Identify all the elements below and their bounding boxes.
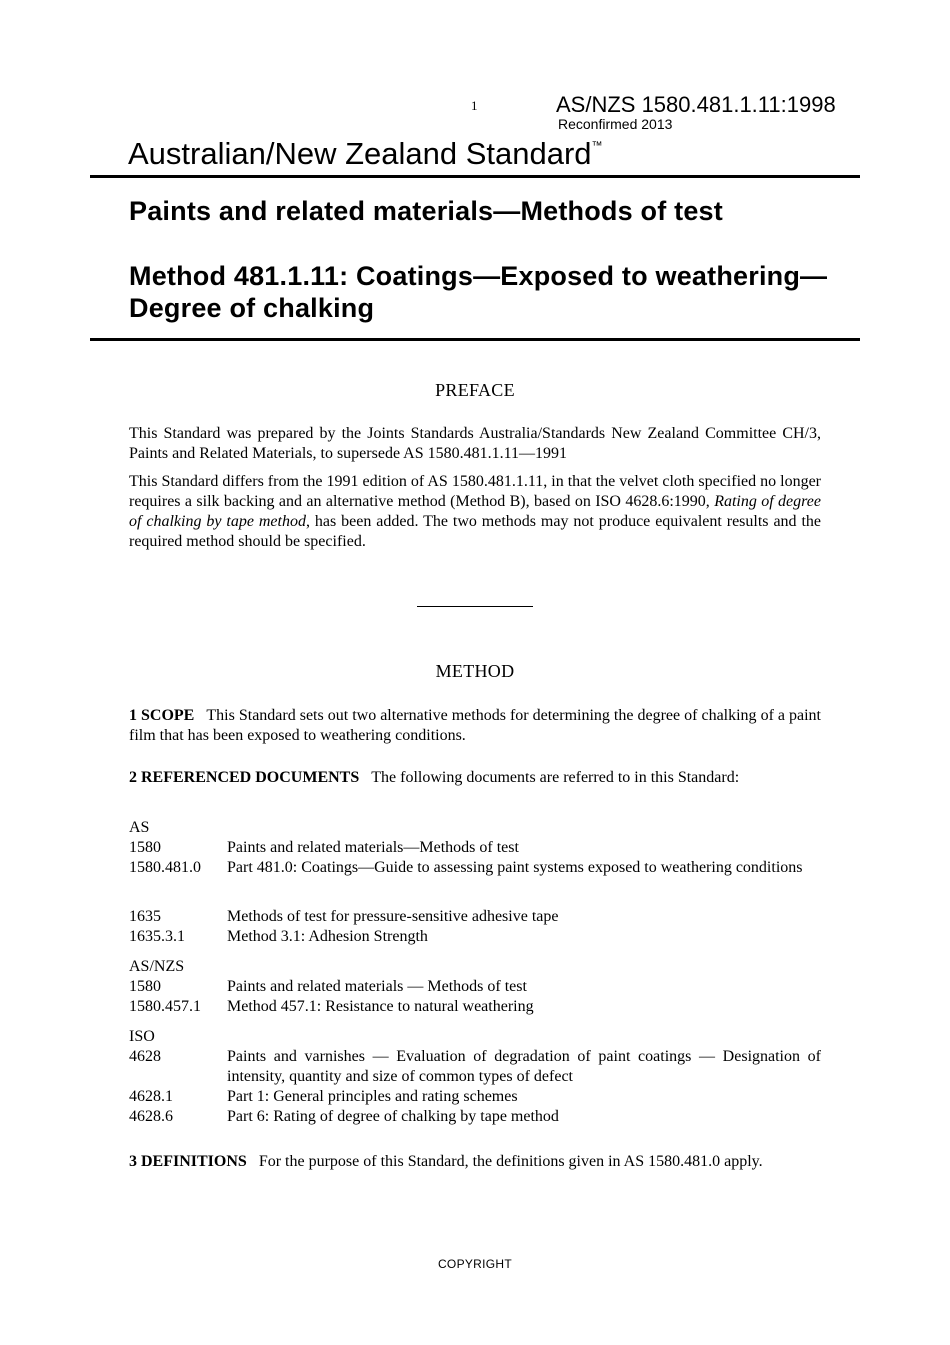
reference-group-label: AS/NZS <box>129 958 185 975</box>
reference-group-as-nzs <box>129 957 821 1017</box>
section-definitions <box>129 1152 821 1172</box>
reference-title: Part 1: General principles and rating schemes <box>227 1088 518 1105</box>
reference-code: 1580.481.0 <box>129 859 201 876</box>
title-bottom-rule <box>90 338 860 341</box>
reference-title: Part 481.0: Coatings—Guide to assessing paint systems exposed to weathering conditions <box>227 859 803 876</box>
standard-number: AS/NZS 1580.481.1.11:1998 <box>556 92 836 117</box>
preface-p2-text-a: This Standard differs from the 1991 edition of AS 1580.481.1.11, in that the velvet cloth specified no longer requires a silk backing and an alternative method (Method B), based on ISO 4628.6:1990, <box>129 473 821 510</box>
preface-heading: PREFACE <box>435 380 515 400</box>
reference-group-label: AS <box>129 819 150 836</box>
reference-row <box>129 1047 821 1087</box>
method-heading: METHOD <box>435 661 515 681</box>
reference-row <box>129 858 821 878</box>
reference-row <box>129 927 821 947</box>
reference-title: Paints and varnishes — Evaluation of degradation of paint coatings — Designation of intensity, quantity and size of common types of defect <box>227 1048 821 1085</box>
reference-title: Methods of test for pressure-sensitive adhesive tape <box>227 908 559 925</box>
reference-row <box>129 997 821 1017</box>
section-referenced-documents <box>129 768 821 788</box>
preface-paragraph-2 <box>129 472 821 552</box>
reference-row <box>129 1107 821 1127</box>
top-rule <box>90 175 860 178</box>
preface-p2-text-b: , has been added. The two methods may not produce equivalent results and the required method should be specified. <box>129 513 822 550</box>
reference-title: Method 3.1: Adhesion Strength <box>227 928 428 945</box>
reference-title: Method 457.1: Resistance to natural weathering <box>227 998 534 1015</box>
reference-code: 4628.1 <box>129 1088 173 1105</box>
trademark-symbol: ™ <box>591 140 603 152</box>
reference-row <box>129 977 821 997</box>
reference-group-as-1635 <box>129 907 821 947</box>
preface-paragraph-1: This Standard was prepared by the Joints Standards Australia/Standards New Zealand Committee CH/3, Paints and Related Materials, to supersede AS 1580.481.1.11—1991 <box>129 425 821 462</box>
preface-p2-italic-title: Rating of degree of chalking by tape method <box>129 493 821 530</box>
page-number: 1 <box>471 98 478 113</box>
reconfirmed-note: Reconfirmed 2013 <box>558 116 673 132</box>
reference-group-label: ISO <box>129 1028 155 1045</box>
method-title: Method 481.1.11: Coatings—Exposed to weathering—Degree of chalking <box>129 261 828 323</box>
referenced-documents-text: The following documents are referred to in this Standard: <box>371 769 740 786</box>
section-divider <box>417 606 533 607</box>
scope-heading: 1 SCOPE <box>129 707 195 724</box>
org-title-text: Australian/New Zealand Standard <box>128 136 592 171</box>
reference-code: 1580.457.1 <box>129 998 201 1015</box>
scope-text: This Standard sets out two alternative methods for determining the degree of chalking of a paint film that has been exposed to weathering conditions. <box>129 707 822 744</box>
referenced-documents-heading: 2 REFERENCED DOCUMENTS <box>129 769 360 786</box>
reference-row <box>129 838 821 858</box>
reference-row <box>129 1087 821 1107</box>
reference-group-iso <box>129 1027 821 1127</box>
reference-code: 4628.6 <box>129 1108 173 1125</box>
reference-title: Paints and related materials — Methods of test <box>227 978 527 995</box>
definitions-heading: 3 DEFINITIONS <box>129 1153 247 1170</box>
reference-code: 4628 <box>129 1048 161 1065</box>
section-scope <box>129 706 821 746</box>
document-title: Paints and related materials—Methods of test <box>129 196 723 226</box>
definitions-text: For the purpose of this Standard, the definitions given in AS 1580.481.0 apply. <box>258 1153 763 1170</box>
reference-code: 1635.3.1 <box>129 928 185 945</box>
org-title <box>128 136 603 172</box>
reference-title: Paints and related materials—Methods of test <box>227 839 519 856</box>
reference-code: 1635 <box>129 908 161 925</box>
reference-row <box>129 907 821 927</box>
reference-group-as <box>129 818 821 878</box>
copyright-footer: COPYRIGHT <box>437 1257 513 1271</box>
reference-title: Part 6: Rating of degree of chalking by tape method <box>227 1108 559 1125</box>
reference-code: 1580 <box>129 978 161 995</box>
reference-code: 1580 <box>129 839 161 856</box>
